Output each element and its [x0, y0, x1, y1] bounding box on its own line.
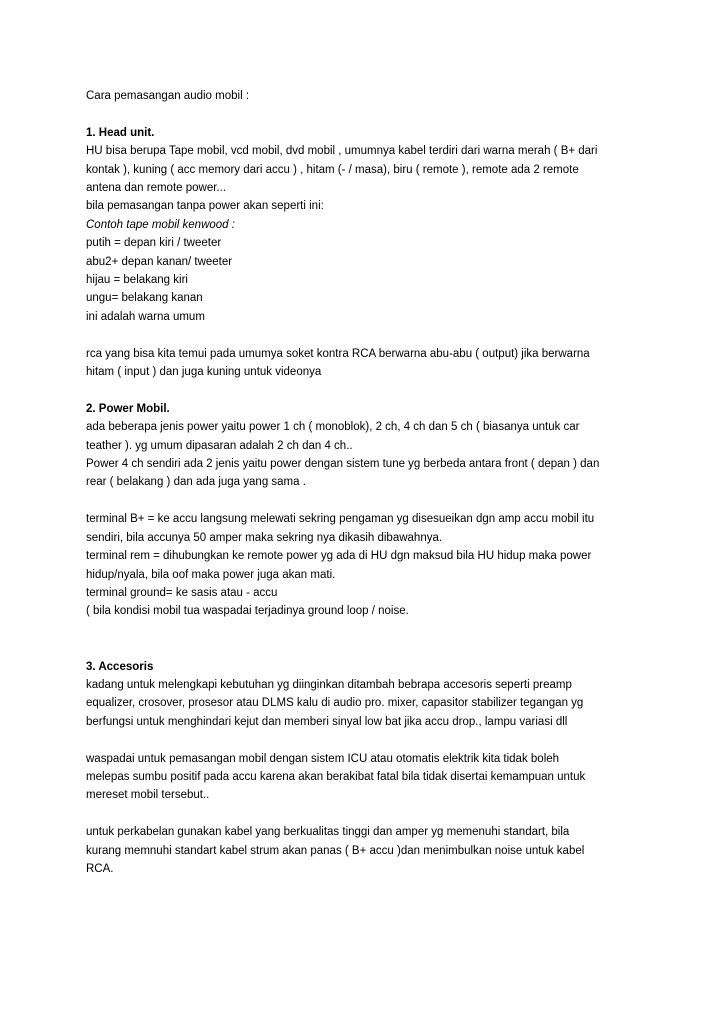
paragraph-line: Power 4 ch sendiri ada 2 jenis yaitu power dengan sistem tune yg berbeda antara front ( depan ) dan: [86, 458, 600, 471]
paragraph-line: untuk perkabelan gunakan kabel yang berkualitas tinggi dan amper yg memenuhi standart, bila: [86, 826, 570, 839]
paragraph-line: kadang untuk melengkapi kebutuhan yg diinginkan ditambah bebrapa accesoris seperti preamp: [86, 678, 572, 691]
spacer: [86, 381, 646, 399]
paragraph-line: rca yang bisa kita temui pada umumya soket kontra RCA berwarna abu-abu ( output) jika berwarna: [86, 347, 590, 360]
paragraph-line: terminal B+ = ke accu langsung melewati sekring pengaman yg disesueikan dgn amp accu mobil itu: [86, 513, 595, 526]
spacer: [86, 492, 646, 510]
paragraph-line: terminal rem = dihubungkan ke remote power yg ada di HU dgn maksud bila HU hidup maka power: [86, 550, 592, 563]
paragraph-line: sendiri, bila accunya 50 amper maka sekring nya dikasih dibawahnya.: [86, 531, 443, 544]
paragraph-line: HU bisa berupa Tape mobil, vcd mobil, dvd mobil , umumnya kabel terdiri dari warna merah ( B+ dari: [86, 145, 598, 158]
wire-item: ungu= belakang kanan: [86, 292, 203, 305]
paragraph-line: hitam ( input ) dan juga kuning untuk videonya: [86, 366, 322, 379]
paragraph-line: melepas sumbu positif pada accu karena akan berakibat fatal bila tidak disertai kemampuan untuk: [86, 770, 586, 783]
spacer: [86, 621, 646, 658]
section-heading-power-mobil: 2. Power Mobil.: [86, 402, 170, 415]
paragraph-line: mereset mobil tersebut..: [86, 789, 210, 802]
spacer: [86, 326, 646, 344]
wire-item: hijau = belakang kiri: [86, 274, 188, 287]
document-title: Cara pemasangan audio mobil :: [86, 90, 250, 102]
paragraph-line: hidup/nyala, bila oof maka power juga akan mati.: [86, 568, 336, 581]
paragraph-line: terminal ground= ke sasis atau - accu: [86, 586, 278, 599]
wire-item: putih = depan kiri / tweeter: [86, 237, 222, 250]
spacer: [86, 731, 646, 749]
paragraph-line: RCA.: [86, 862, 114, 875]
paragraph-line: waspadai untuk pemasangan mobil dengan sistem ICU atau otomatis elektrik kita tidak boleh: [86, 752, 560, 765]
wire-item: ini adalah warna umum: [86, 310, 205, 323]
spacer: [86, 105, 646, 123]
section-heading-accesoris: 3. Accesoris: [86, 660, 154, 673]
paragraph-line: ( bila kondisi mobil tua waspadai terjadinya ground loop / noise.: [86, 605, 409, 618]
paragraph-line: kurang memnuhi standart kabel strum akan panas ( B+ accu )dan menimbulkan noise untuk kabel: [86, 844, 585, 857]
paragraph-line: equalizer, crosover, prosesor atau DLMS kalu di audio pro. mixer, capasitor stabilizer tegangan yg: [86, 697, 584, 710]
example-label: Contoh tape mobil kenwood :: [86, 218, 235, 231]
document-body: [86, 87, 646, 878]
spacer: [86, 805, 646, 823]
paragraph-line: bila pemasangan tanpa power akan seperti ini:: [86, 200, 324, 213]
paragraph-line: berfungsi untuk menghindari kejut dan memberi sinyal low bat jika accu drop., lampu variasi dll: [86, 715, 568, 728]
wire-item: abu2+ depan kanan/ tweeter: [86, 255, 233, 268]
paragraph-line: rear ( belakang ) dan ada juga yang sama .: [86, 476, 306, 489]
paragraph-line: antena dan remote power...: [86, 182, 227, 195]
paragraph-line: kontak ), kuning ( acc memory dari accu ) , hitam (- / masa), biru ( remote ), remote ada 2 remote: [86, 163, 579, 176]
section-heading-head-unit: 1. Head unit.: [86, 126, 155, 139]
paragraph-line: ada beberapa jenis power yaitu power 1 ch ( monoblok), 2 ch, 4 ch dan 5 ch ( biasanya untuk car: [86, 421, 580, 434]
paragraph-line: teather ). yg umum dipasaran adalah 2 ch dan 4 ch..: [86, 439, 353, 452]
